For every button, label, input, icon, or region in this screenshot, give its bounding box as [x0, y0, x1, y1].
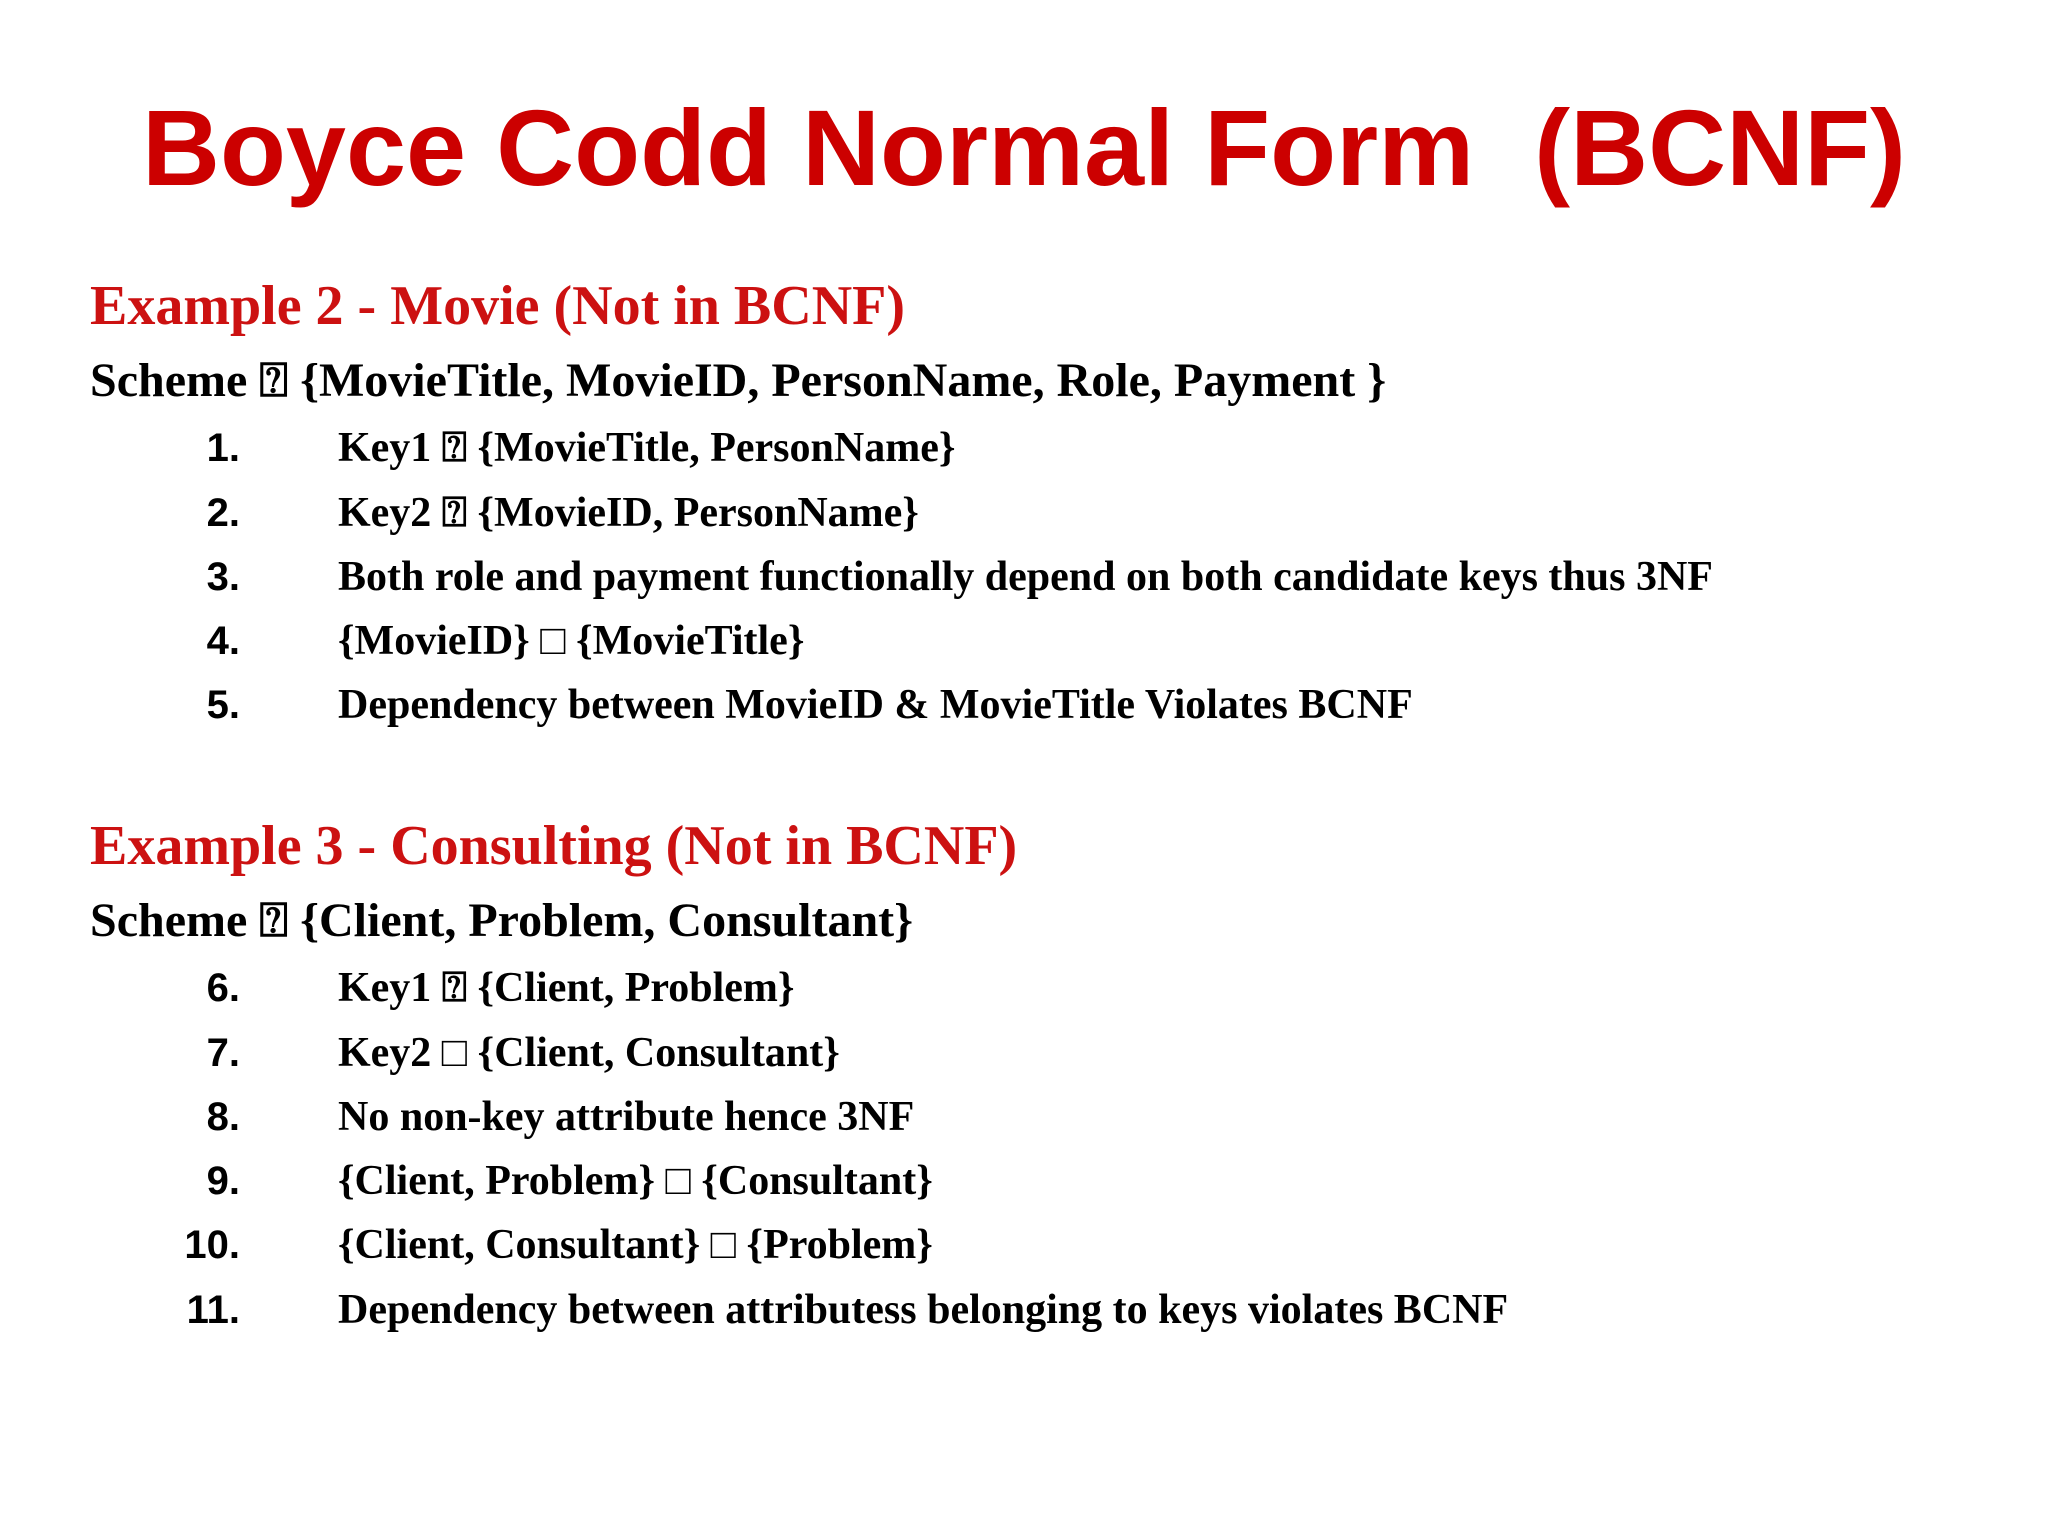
list-item-text: Key1 ⍰ {Client, Problem} [338, 965, 795, 1011]
list-item-number: 3. [206, 555, 240, 599]
list-item-text: Dependency between attributess belonging to keys violates BCNF [338, 1287, 1509, 1333]
list-item [0, 1089, 2048, 1145]
list-item-number: 4. [206, 619, 240, 663]
list-item [0, 613, 2048, 669]
list-item-number: 2. [206, 491, 240, 535]
list-item [0, 677, 2048, 733]
list-item-text: {Client, Consultant} □ {Problem} [338, 1222, 933, 1268]
list-item-number: 11. [186, 1288, 240, 1332]
list-item [0, 485, 2048, 541]
list-item-number: 5. [206, 683, 240, 727]
example-3-heading: Example 3 - Consulting (Not in BCNF) [90, 815, 1018, 877]
list-item [0, 1217, 2048, 1273]
list-item [0, 1282, 2048, 1338]
list-item-number: 1. [206, 426, 240, 470]
list-item-text: Key2 □ {Client, Consultant} [338, 1030, 840, 1076]
list-item-text: Dependency between MovieID & MovieTitle Violates BCNF [338, 682, 1413, 728]
list-item-text: {MovieID} □ {MovieTitle} [338, 618, 805, 664]
list-item-text: {Client, Problem} □ {Consultant} [338, 1158, 933, 1204]
example-3-scheme: Scheme ⍰ {Client, Problem, Consultant} [90, 894, 914, 947]
list-item [0, 420, 2048, 476]
example-2-scheme: Scheme ⍰ {MovieTitle, MovieID, PersonName, Role, Payment } [90, 354, 1387, 407]
list-item-text: Both role and payment functionally depend on both candidate keys thus 3NF [338, 554, 1713, 600]
list-item-number: 10. [184, 1223, 240, 1267]
example-2-heading: Example 2 - Movie (Not in BCNF) [90, 275, 906, 337]
list-item [0, 1025, 2048, 1081]
list-item-text: Key1 ⍰ {MovieTitle, PersonName} [338, 425, 956, 471]
list-item [0, 960, 2048, 1016]
list-item [0, 549, 2048, 605]
list-item-number: 7. [206, 1031, 240, 1075]
list-item-number: 6. [206, 966, 240, 1010]
list-item-text: No non-key attribute hence 3NF [338, 1094, 915, 1140]
list-item-text: Key2 ⍰ {MovieID, PersonName} [338, 490, 919, 536]
list-item-number: 9. [206, 1159, 240, 1203]
slide-title: Boyce Codd Normal Form (BCNF) [141, 87, 1907, 208]
list-item-number: 8. [206, 1095, 240, 1139]
list-item [0, 1153, 2048, 1209]
